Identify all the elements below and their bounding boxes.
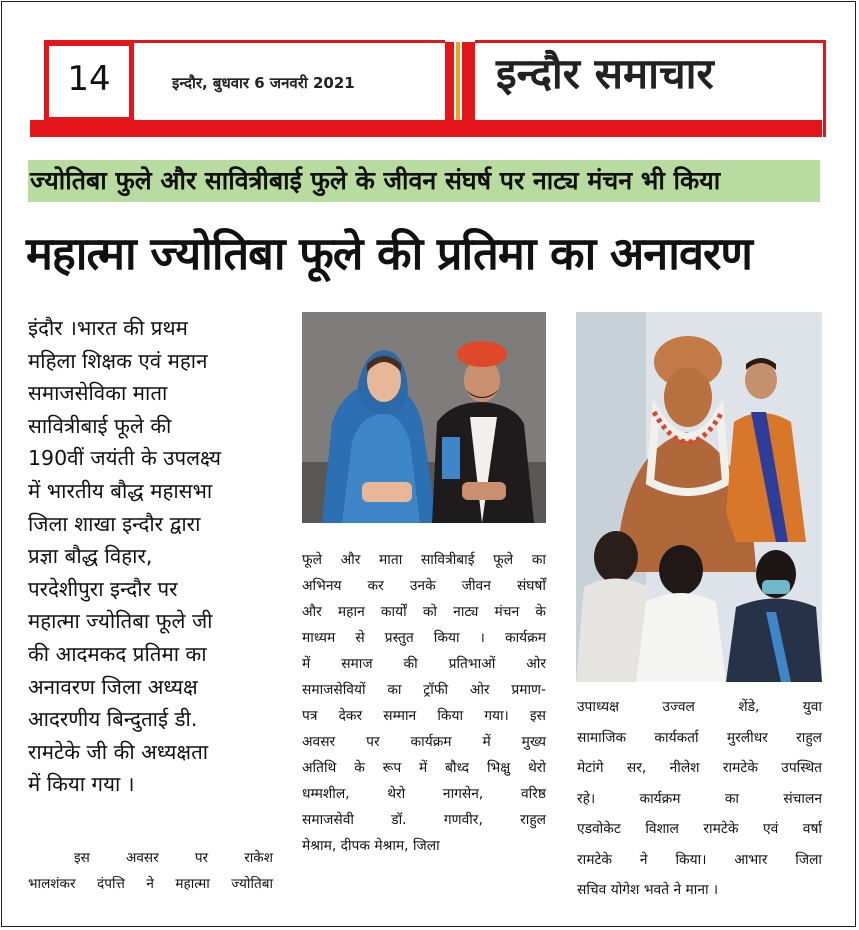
text-line: महात्मा ज्योतिबा फूले जी (28, 609, 213, 634)
masthead-top-rule-right (475, 40, 823, 43)
text-line: की आदमकद प्रतिमा का (28, 641, 207, 666)
article-column-3 (577, 692, 822, 906)
page-number: 14 (67, 59, 111, 99)
text-line: रहे। कार्यक्रम का संचालन (577, 790, 822, 807)
text-line: मेटांगे सर, नीलेश रामटेके उपस्थित (577, 760, 822, 776)
text-line: सचिव योगेश भवते ने माना । (577, 882, 719, 898)
text-line: परदेशीपुरा इन्दौर पर (28, 576, 178, 601)
text-line: माध्यम से प्रस्तुत किया । कार्यक्रम (302, 630, 546, 646)
text-line: इस अवसर पर राकेश (74, 850, 273, 866)
kicker-headline: ज्योतिबा फुले और सावित्रीबाई फुले के जीवन संघर्ष पर नाट्य मंचन भी किया (30, 166, 721, 195)
text-line: धम्मशील, थेरो नागसेन, वरिष्ठ (302, 786, 546, 802)
text-line: अवसर पर कार्यक्रम में मुख्य (302, 734, 546, 750)
text-line: प्रज्ञा बौद्ध विहार, (28, 544, 153, 569)
text-line: 190वीं जयंती के उपलक्ष्य (28, 446, 222, 471)
text-line: पत्र देकर सम्मान किया गया। इस (302, 708, 546, 724)
text-line: महिला शिक्षक एवं महान (28, 348, 208, 373)
text-line: सावित्रीबाई फूले की (28, 413, 172, 438)
text-line: समाजसेवी डॉ. गणवीर, राहुल (302, 812, 546, 828)
text-line: में किया गया । (28, 772, 135, 797)
newspaper-name: इन्दौर समाचार (496, 49, 714, 98)
text-line: रामटेके ने किया। आभार जिला (577, 851, 822, 868)
masthead-red-bar (30, 120, 822, 137)
photo-statue-unveiling (576, 312, 822, 682)
text-line: समाजसेवियों का ट्रॉफी ओर प्रमाण- (302, 682, 546, 698)
text-line: अभिनय कर उनके जीवन संघर्षों (302, 578, 546, 594)
masthead-stripes (445, 42, 475, 122)
text-line: अतिथि के रूप में बौध्द भिक्षु थेरो (302, 760, 546, 776)
text-line: और महान कार्यों को नाट्य मंचन के (302, 604, 546, 620)
text-line: जिला शाखा इन्दौर द्वारा (28, 511, 201, 536)
text-line: अनावरण जिला अध्यक्ष (28, 674, 198, 699)
photo-actors-portrait (302, 312, 546, 523)
article-column-2 (302, 547, 546, 859)
text-line: में भारतीय बौद्ध महासभा (28, 478, 213, 503)
text-line: इंदौर ।भारत की प्रथम (28, 316, 188, 340)
text-line: एडवोकेट विशाल रामटेके एवं वर्षा (577, 821, 822, 837)
text-line: भालशंकर दंपत्ति ने महात्मा ज्योतिबा (28, 876, 273, 892)
text-line: फूले और माता सावित्रीबाई फूले का (302, 552, 546, 568)
photo-actors-illustration (302, 312, 546, 523)
text-line: समाजसेविका माता (28, 381, 168, 406)
text-line: मेश्राम, दीपक मेश्राम, जिला (302, 838, 440, 854)
text-line: में समाज की प्रतिभाओं ओर (302, 656, 546, 672)
text-line: आदरणीय बिन्दुताई डी. (28, 707, 198, 732)
page-number-box (44, 40, 134, 122)
main-headline: महात्मा ज्योतिबा फूले की प्रतिमा का अनावरण (26, 227, 752, 280)
text-line: सामाजिक कार्यकर्ता मुरलीधर राहुल (577, 729, 822, 746)
photo-statue-illustration (576, 312, 822, 682)
text-line: उपाध्यक्ष उज्वल शेंडे, युवा (577, 699, 822, 715)
dateline: इन्दौर, बुधवार 6 जनवरी 2021 (172, 74, 355, 92)
article-column-1-continued (28, 845, 273, 897)
text-line: रामटेके जी की अध्यक्षता (28, 739, 209, 764)
masthead-top-rule (134, 40, 445, 43)
masthead-right-rule (823, 40, 826, 137)
article-column-1 (28, 312, 273, 801)
